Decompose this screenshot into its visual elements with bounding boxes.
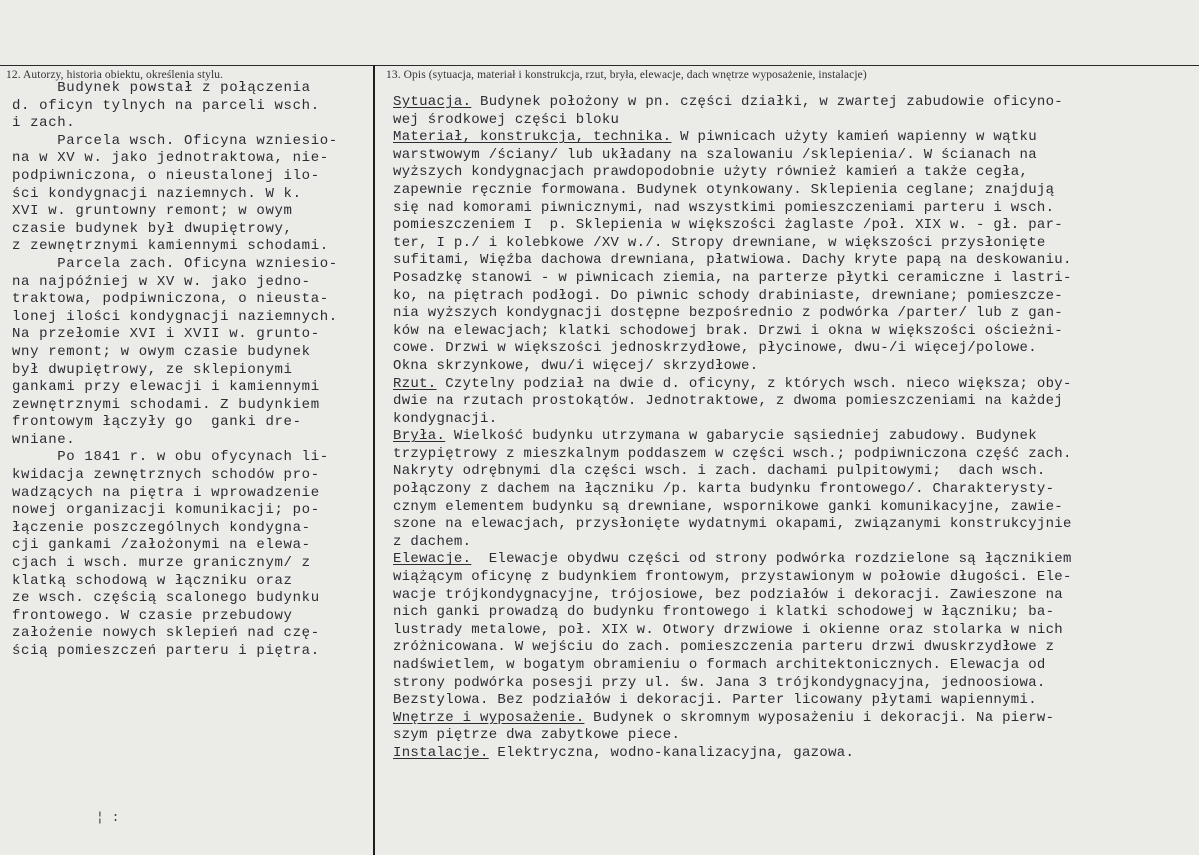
line-text: Budynek o skromnym wyposażeniu i dekoracji. Na pierw-: [584, 709, 1055, 726]
line-text: sufitami, Więźba dachowa drewniana, płatwiowa. Dachy kryte papą na deskowaniu.: [393, 252, 1072, 269]
line-text: Okna skrzynkowe, dwu/i więcej/ skrzydłowe.: [393, 357, 759, 374]
description-line: [393, 164, 1072, 182]
description-line: [393, 393, 1072, 411]
description-line: [393, 252, 1072, 270]
line-text: cowe. Drzwi w większości jednoskrzydłowe, płycinowe, dwu-/i więcej/polowe.: [393, 340, 1037, 357]
history-line: d. oficyn tylnych na parceli wsch.: [12, 97, 320, 114]
history-line: na najpóźniej w XV w. jako jedno-: [12, 273, 311, 290]
line-text: wacje trójkondygnacyjne, trójosiowe, bez podziałów i dekoracji. Zawieszone na: [393, 586, 1064, 603]
description-line: [393, 534, 1072, 552]
section-heading: Wnętrze i wyposażenie.: [393, 709, 585, 726]
history-line: frontowym łączyły go ganki dre-: [12, 414, 302, 431]
description-line: [393, 516, 1072, 534]
description-line: [393, 217, 1072, 235]
history-line: frontowego. W czasie przebudowy: [12, 607, 293, 624]
description-line: [393, 182, 1072, 200]
description-line: [393, 323, 1072, 341]
line-text: nia wyższych kondygnacji dostępne bezpośrednio z podwórka /parter/ lub z gan-: [393, 305, 1064, 322]
description-line: [393, 569, 1072, 587]
history-line: zewnętrznymi schodami. Z budynkiem: [12, 396, 320, 413]
history-line: cji gankami /założonymi na elewa-: [12, 537, 311, 554]
description-line: [393, 745, 1072, 763]
description-line: [393, 358, 1072, 376]
left-column-header: 12. Autorzy, historia obiektu, określenia stylu.: [6, 69, 224, 81]
history-line: Parcela wsch. Oficyna wzniesio-: [12, 132, 338, 149]
description-line: [393, 692, 1072, 710]
line-text: szone na elewacjach, przysłonięte wydatnymi okapami, związanymi konstrukcyjnie: [393, 516, 1072, 533]
description-line: [393, 376, 1072, 394]
description-line: [393, 270, 1072, 288]
history-line: cjach i wsch. murze granicznym/ z: [12, 555, 311, 572]
history-line: Parcela zach. Oficyna wzniesio-: [12, 255, 338, 272]
history-line: łączenie poszczególnych kondygna-: [12, 519, 311, 536]
line-text: nich ganki prowadzą do budynku frontowego i klatki schodowej w łączniku; ba-: [393, 604, 1055, 621]
line-text: dwie na rzutach prostokątów. Jednotraktowe, z dwoma pomieszczeniami na każdej: [393, 393, 1064, 410]
history-line: traktowa, podpiwniczona, o nieusta-: [12, 291, 329, 308]
history-text: [12, 80, 338, 661]
line-text: ków na elewacjach; klatki schodowej brak. Drzwi i okna w większości ościeżni-: [393, 322, 1064, 339]
history-line: ze wsch. częścią scalonego budynku: [12, 590, 320, 607]
history-line: był dwupiętrowy, ze sklepionymi: [12, 361, 293, 378]
top-rule: [0, 65, 1199, 66]
description-line: [393, 587, 1072, 605]
description-line: [393, 604, 1072, 622]
history-line: gankami przy elewacji i kamiennymi: [12, 379, 320, 396]
description-line: [393, 710, 1072, 728]
line-text: kondygnacji.: [393, 410, 498, 427]
line-text: Elewacje obydwu części od strony podwórka rozdzielone są łącznikiem: [471, 551, 1072, 568]
description-line: [393, 129, 1072, 147]
description-line: [393, 675, 1072, 693]
description-line: [393, 481, 1072, 499]
line-text: wej środkowej części bloku: [393, 111, 620, 128]
line-text: z dachem.: [393, 533, 472, 550]
description-text: [393, 94, 1072, 763]
line-text: wyższych kondygnacjach prawdopodobnie użyty również kamień a także cegła,: [393, 164, 1029, 181]
description-line: [393, 411, 1072, 429]
line-text: Wielkość budynku utrzymana w gabarycie sąsiedniej zabudowy. Budynek: [445, 428, 1037, 445]
line-text: Posadzkę stanowi - w piwnicach ziemia, na parterze płytki ceramiczne i lastri-: [393, 269, 1072, 286]
line-text: pomieszczeniem I p. Sklepienia w większości żaglaste /poł. XIX w. - gł. par-: [393, 217, 1064, 234]
line-text: warstwowym /ściany/ lub układany na szalowaniu /sklepienia/. W ścianach na: [393, 146, 1037, 163]
history-line: Na przełomie XVI i XVII w. grunto-: [12, 326, 320, 343]
description-line: [393, 639, 1072, 657]
line-text: połączony z dachem na łączniku /p. karta budynku frontowego/. Charakterysty-: [393, 481, 1055, 498]
margin-mark: ¦ :: [96, 810, 120, 825]
history-line: ści kondygnacji naziemnych. W k.: [12, 185, 302, 202]
history-line: wadzących na piętra i wprowadzenie: [12, 484, 320, 501]
description-line: [393, 305, 1072, 323]
description-line: [393, 235, 1072, 253]
line-text: Nakryty odrębnymi dla części wsch. i zach. dachami pulpitowymi; dach wsch.: [393, 463, 1046, 480]
description-line: [393, 112, 1072, 130]
line-text: trzypiętrowy z mieszkalnym poddaszem w części wsch.; podpiwniczona część zach.: [393, 445, 1072, 462]
line-text: zapewnie ręcznie formowana. Budynek otynkowany. Sklepienia ceglane; znajdują: [393, 181, 1055, 198]
line-text: Elektryczna, wodno-kanalizacyjna, gazowa.: [488, 744, 855, 761]
description-line: [393, 147, 1072, 165]
right-column-header: 13. Opis (sytuacja, materiał i konstrukcja, rzut, bryła, elewacje, dach wnętrze wyposażenie, instalacje): [386, 69, 867, 81]
line-text: cznym elementem budynku są drewniane, wspornikowe ganki komunikacyjne, zawie-: [393, 498, 1064, 515]
description-line: [393, 499, 1072, 517]
history-line: Po 1841 r. w obu ofycynach li-: [12, 449, 329, 466]
history-line: nowej organizacji komunikacji; po-: [12, 502, 320, 519]
history-line: kwidacja zewnętrznych schodów pro-: [12, 467, 320, 484]
description-line: [393, 551, 1072, 569]
history-line: Budynek powstał z połączenia: [12, 80, 311, 96]
line-text: Czytelny podział na dwie d. oficyny, z których wsch. nieco większa; oby-: [436, 375, 1072, 392]
section-heading: Sytuacja.: [393, 94, 472, 110]
history-line: czasie budynek był dwupiętrowy,: [12, 220, 293, 237]
history-line: XVI w. gruntowny remont; w owym: [12, 203, 293, 220]
line-text: ter, I p./ i kolebkowe /XV w./. Stropy drewniane, w większości przysłonięte: [393, 234, 1046, 251]
line-text: się nad komorami piwnicznymi, nad wszystkimi pomieszczeniami parteru i wsch.: [393, 199, 1055, 216]
section-heading: Elewacje.: [393, 551, 472, 568]
description-line: [393, 428, 1072, 446]
line-text: nadświetlem, w bogatym obramieniu o formach architektonicznych. Elewacja od: [393, 657, 1046, 673]
section-heading: Rzut.: [393, 375, 437, 392]
column-divider: [373, 65, 375, 855]
history-line: lonej ilości kondygnacji naziemnych.: [12, 308, 338, 325]
description-line: [393, 340, 1072, 358]
section-heading: Instalacje.: [393, 744, 489, 761]
section-heading: Bryła.: [393, 428, 446, 445]
description-line: [393, 446, 1072, 464]
history-line: wniane.: [12, 431, 76, 448]
section-heading: Materiał, konstrukcja, technika.: [393, 129, 672, 146]
description-line: [393, 727, 1072, 745]
history-line: założenie nowych sklepień nad czę-: [12, 625, 320, 642]
description-line: [393, 200, 1072, 218]
history-line: ścią pomieszczeń parteru i piętra.: [12, 643, 320, 659]
description-line: [393, 463, 1072, 481]
description-line: [393, 288, 1072, 306]
line-text: zróżnicowana. W wejściu do zach. pomieszczenia parteru drzwi dwuskrzydłowe z: [393, 639, 1055, 656]
description-line: [393, 622, 1072, 640]
history-line: i zach.: [12, 115, 76, 132]
history-line: podpiwniczona, o nieustalonej ilo-: [12, 167, 320, 184]
line-text: Bezstylowa. Bez podziałów i dekoracji. Parter licowany płytami wapiennymi.: [393, 692, 1037, 709]
line-text: W piwnicach użyty kamień wapienny w wątku: [671, 129, 1037, 146]
description-line: [393, 657, 1072, 675]
line-text: strony podwórka posesji przy ul. św. Jana 3 trójkondygnacyjna, jednoosiowa.: [393, 674, 1046, 691]
line-text: ko, na piętrach podłogi. Do piwnic schody drabiniaste, drewniane; pomieszcze-: [393, 287, 1064, 304]
line-text: Budynek położony w pn. części działki, w zwartej zabudowie oficyno-: [471, 94, 1064, 110]
description-line: [393, 94, 1072, 112]
history-line: z zewnętrznymi kamiennymi schodami.: [12, 238, 329, 255]
line-text: wiążącym oficynę z budynkiem frontowym, przystawionym w połowie długości. Ele-: [393, 569, 1072, 586]
history-line: na w XV w. jako jednotraktowa, nie-: [12, 150, 329, 167]
line-text: lustrady metalowe, poł. XIX w. Otwory drzwiowe i okienne oraz stolarka w nich: [393, 621, 1064, 638]
history-line: klatką schodową w łączniku oraz: [12, 572, 293, 589]
line-text: szym piętrze dwa zabytkowe piece.: [393, 727, 681, 744]
history-line: wny remont; w owym czasie budynek: [12, 343, 311, 360]
